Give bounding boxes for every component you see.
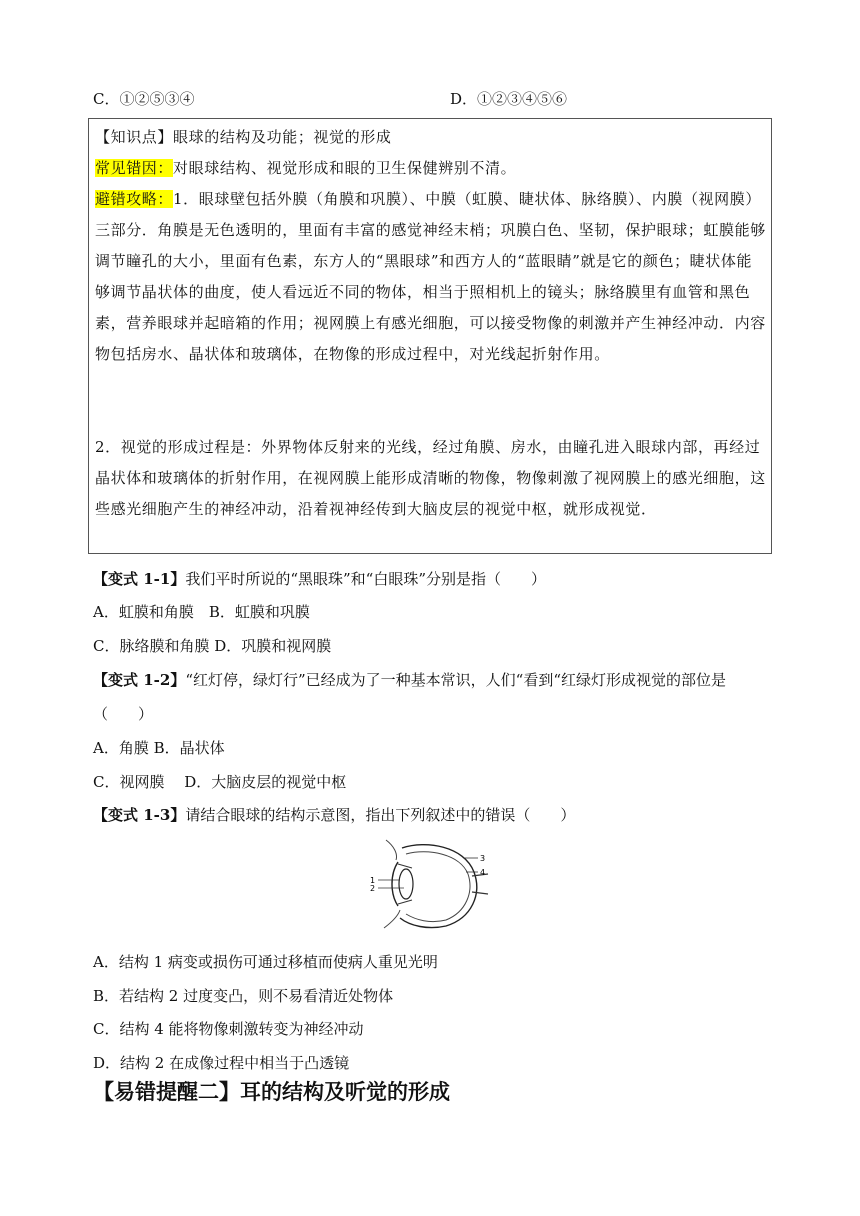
question-3-option-d: D．结构 2 在成像过程中相当于凸透镜 (93, 1054, 350, 1072)
question-2-label: 【变式 1-2】 (93, 671, 186, 689)
section-heading: 【易错提醒二】耳的结构及听觉的形成 (93, 1080, 450, 1104)
knowledge-point-text: 眼球的结构及功能；视觉的形成 (173, 128, 392, 146)
question-1-stem (93, 568, 546, 589)
knowledge-box (88, 118, 772, 554)
question-2-stem (93, 669, 726, 690)
strategy-paragraph-1 (95, 184, 767, 370)
strategy-paragraph-2 (95, 432, 767, 525)
figure-label-1: 1 (370, 876, 376, 885)
figure-label-3: 3 (480, 854, 486, 863)
knowledge-point-label: 【知识点】 (95, 128, 174, 146)
knowledge-point-line (95, 122, 767, 153)
eye-structure-diagram (368, 836, 490, 934)
strategy-label: 避错攻略： (95, 190, 174, 208)
question-1-options-ab: A．虹膜和角膜 B．虹膜和巩膜 (93, 603, 310, 621)
question-3-label: 【变式 1-3】 (93, 806, 186, 824)
option-c-top: C．①②⑤③④ (93, 90, 195, 108)
question-2-text: “红灯停，绿灯行”已经成为了一种基本常识，人们“看到“红绿灯形成视觉的部位是 (185, 671, 727, 689)
common-mistake-text: 对眼球结构、视觉形成和眼的卫生保健辨别不清。 (173, 159, 517, 177)
question-1-text: 我们平时所说的“黑眼珠”和“白眼珠”分别是指（ ） (185, 570, 547, 588)
common-mistake-label: 常见错因： (95, 159, 174, 177)
question-3-stem (93, 804, 575, 825)
figure-label-4: 4 (480, 868, 486, 877)
question-2-options-cd: C．视网膜 D．大脑皮层的视觉中枢 (93, 773, 347, 791)
question-3-option-c: C．结构 4 能将物像刺激转变为神经冲动 (93, 1020, 364, 1038)
question-2-stem-continued: （ ） (93, 705, 154, 723)
option-d-top: D．①②③④⑤⑥ (450, 90, 568, 108)
question-1-label: 【变式 1-1】 (93, 570, 186, 588)
question-3-option-b: B．若结构 2 过度变凸，则不易看清近处物体 (93, 987, 394, 1005)
common-mistake-line (95, 153, 767, 184)
strategy-text-1: 1．眼球壁包括外膜（角膜和巩膜）、中膜（虹膜、睫状体、脉络膜）、内膜（视网膜）三部分．角膜是无色透明的，里面有丰富的感觉神经末梢；巩膜白色、坚韧，保护眼球；虹膜能够调节瞳孔的大小，里面有色素，东方人的“黑眼球”和西方人的“蓝眼睛”就是它的颜色；睫状体能够调节晶状体的曲度，使人看远近不同的物体，相当于照相机上的镜头；脉络膜里有血管和黑色素，营养眼球并起暗箱的作用；视网膜上有感光细胞，可以接受物像的刺激并产生神经冲动．内容物包括房水、晶状体和玻璃体，在物像的形成过程中，对光线起折射作用。 (95, 190, 766, 363)
question-2-options-ab: A．角膜 B．晶状体 (93, 739, 225, 757)
question-3-option-a: A．结构 1 病变或损伤可通过移植而使病人重见光明 (93, 953, 438, 971)
question-1-options-cd: C．脉络膜和角膜 D．巩膜和视网膜 (93, 637, 332, 655)
figure-label-2: 2 (370, 884, 376, 893)
strategy-text-2: 2．视觉的形成过程是：外界物体反射来的光线，经过角膜、房水，由瞳孔进入眼球内部，再经过晶状体和玻璃体的折射作用，在视网膜上能形成清晰的物像，物像刺激了视网膜上的感光细胞，这些感光细胞产生的神经冲动，沿着视神经传到大脑皮层的视觉中枢，就形成视觉． (95, 438, 766, 518)
question-3-text: 请结合眼球的结构示意图，指出下列叙述中的错误（ ） (185, 806, 576, 824)
